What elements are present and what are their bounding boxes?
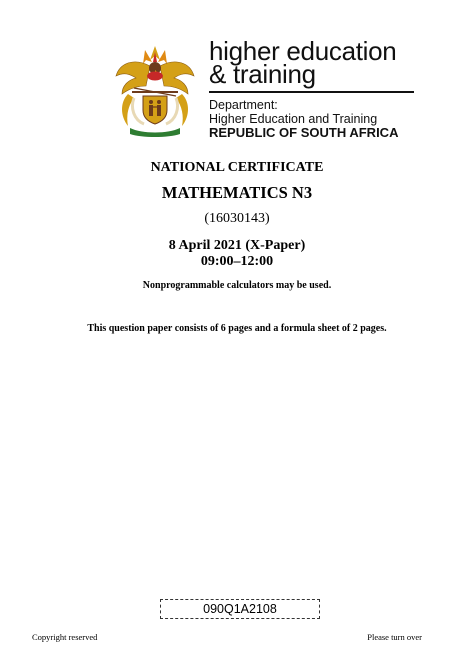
department-branding <box>209 36 419 140</box>
protea-icon <box>147 72 163 81</box>
country-name: REPUBLIC OF SOUTH AFRICA <box>209 125 399 140</box>
sun-rays-icon <box>143 46 167 64</box>
left-wing-icon <box>116 62 150 94</box>
subject-code: (16030143) <box>204 211 270 226</box>
shield-icon <box>143 96 167 124</box>
exam-time: 09:00–12:00 <box>200 254 274 269</box>
calculator-note: Nonprogrammable calculators may be used. <box>142 280 332 291</box>
certificate-title: NATIONAL CERTIFICATE <box>150 160 324 175</box>
exam-date: 8 April 2021 (X-Paper) <box>168 238 306 253</box>
exam-date-block <box>0 238 474 270</box>
brand-title-line2: & training <box>209 59 316 89</box>
motto-ribbon-icon <box>130 128 180 137</box>
department-name: Higher Education and Training <box>209 112 378 126</box>
right-wing-icon <box>160 62 194 94</box>
department-block <box>209 98 419 140</box>
footer-copyright: Copyright reserved <box>32 632 98 642</box>
subject-title: MATHEMATICS N3 <box>161 183 313 202</box>
brand-divider <box>209 91 414 93</box>
brand-title-line1: higher education <box>209 36 397 66</box>
coat-of-arms-logo <box>110 42 200 138</box>
footer-turn-over: Please turn over <box>367 632 422 642</box>
department-label: Department: <box>209 98 278 112</box>
pages-note: This question paper consists of 6 pages and a formula sheet of 2 pages. <box>87 323 387 334</box>
paper-code-box: 090Q1A2108 <box>160 599 320 619</box>
